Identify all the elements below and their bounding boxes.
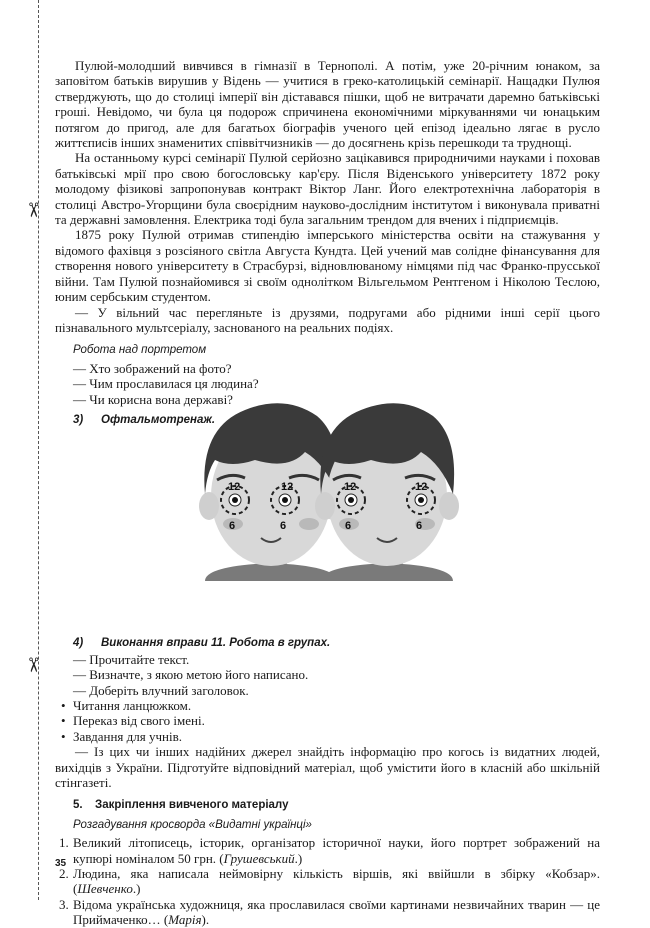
clock-label-12: 12 [228,481,241,493]
section-5-heading [73,798,600,813]
clock-label-12: 12 [415,481,428,493]
paragraph: Пулюй-молодший вивчився в гімназії в Тернополі. А потім, уже 20-річним юнаком, за заповітом батьків вирушив у Відень — учитися в греко-католицькій семінарії. Нащадки Пулюя стверджують, що до столиці імперії він діставався пішки, щоб не витрачати даремно батьківські гроші. Невідомо, чи була ця подорож спричинена економічними міркуваннями чи юнацьким потягом до пригод, але для багатьох біографів ученого цей епізод ідеально лягає в русло життєписів інших знаменитих співвітчизників — до досягнень крізь перешкоди та труднощі. [55,58,600,151]
step-number: 4) [73,637,84,650]
section-number: 5. [73,799,83,812]
clock-label-6: 6 [345,520,352,532]
item-answer: Шевченко [77,881,133,897]
step-title: Виконання вправи 11. Робота в групах. [101,637,331,650]
portrait-work-title: Робота над портретом [73,344,207,357]
page-number: 35 [55,858,67,869]
cut-line [38,0,39,900]
question: — Чи корисна вона державі? [73,391,233,407]
bullet-item: • Завдання для учнів. [59,729,600,744]
item-answer: Марія [168,912,202,928]
item-text: Людина, яка написала неймовірну кількість віршів, які ввійшли в збірку «Кобзар». ( [73,866,600,897]
task-line: — Визначте, з якою метою його написано. [73,667,309,683]
question: — Хто зображений на фото? [73,360,232,376]
boy-right [315,403,459,581]
task-line: — Доберіть влучний заголовок. [73,682,249,698]
bullet-item: • Переказ від свого імені. [59,713,600,728]
boy-left [199,403,343,581]
section-title: Закріплення вивченого матеріалу [95,799,289,812]
crossword-item [59,897,600,928]
step-title: Офтальмотренаж. [101,413,216,426]
item-number: 1. [59,835,69,851]
clock-label-12: 12 [281,481,294,493]
step-4-heading [73,636,600,651]
item-text: Відома українська художниця, яка прославилася своїми картинами незвичайних тварин — це Приймаченко… ( [73,896,600,928]
scissors-icon: ✂ [21,656,46,674]
item-answer: Грушевський [223,850,295,866]
item-end: .) [294,850,303,866]
clock-label-6: 6 [416,520,423,532]
item-number: 2. [59,866,69,882]
item-text: Великий літописець, історик, організатор історичної науки, його портрет зображений на купюрі номіналом 50 грн. ( [73,835,600,866]
scissors-icon: ✂ [21,201,46,219]
crossword-item [59,866,600,897]
task-paragraph: — Із цих чи інших надійних джерел знайдіть інформацію про когось із видатних людей, вихідців з України. Підготуйте відповідний матеріал, щоб умістити його в класній або шкільній стінгазеті. [55,744,600,790]
clock-label-12: 12 [344,481,357,493]
question: — Чим прославилася ця людина? [73,376,259,392]
step-number: 3) [73,413,84,426]
paragraph: На останньому курсі семінарії Пулюй серйозно зацікавився природничими науками і поховав батьківські мрії про свою богословську кар'єру. Після Віденського університету 1872 року молодому фізикові запропонував контракт Віктор Ланг. Його електротехнічна лабораторія в столиці Австро-Угорщини була своєрідним науково-дослідним інститутом і виконувала приватні та державні замовлення. Електрика тоді була загальним трендом для вчених і підприємців. [55,150,600,228]
eye-exercise-illustration [185,398,465,581]
item-number: 3. [59,896,69,912]
paragraph: — У вільний час перегляньте із друзями, подругами або рідними інші серії цього пізнавального мультсеріалу, заснованого на реальних подіях. [55,304,600,335]
bullet-item: • Читання ланцюжком. [59,698,600,713]
task-line: — Прочитайте текст. [73,651,190,667]
paragraph: 1875 року Пулюй отримав стипендію імперського міністерства освіти на стажування у відомого фахівця з розсіяного світла Августа Кундта. Цей учений мав солідне фінансування для створення нового університету в Страсбурзі, відновлюваному німцями під час Франко-прусської війни. Там Пулюй познайомився зі своїм однолітком Вільгельмом Рентгеном і Ніколою Теслою, юним сербським студентом. [55,227,600,305]
clock-label-6: 6 [280,520,287,532]
crossword-item [59,835,600,866]
item-end: .) [132,881,141,897]
item-end: ). [201,912,210,928]
clock-label-6: 6 [229,520,236,532]
crossword-title: Розгадування кросворда «Видатні українці» [73,818,312,831]
